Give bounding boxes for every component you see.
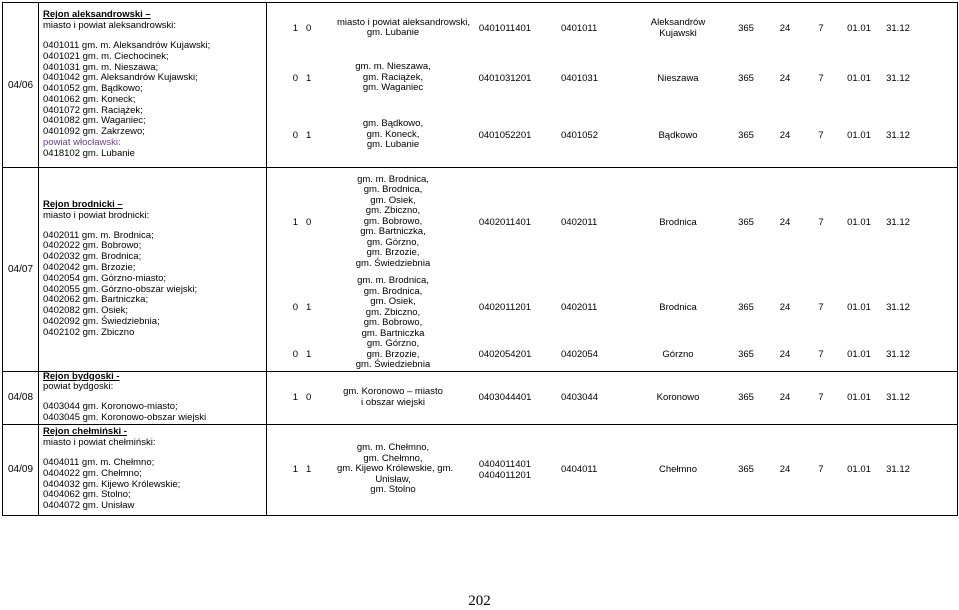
entry-city: Koronowo bbox=[656, 392, 700, 404]
commune-line: 0402082 gm. Osiek; bbox=[43, 305, 129, 317]
entry-number-full bbox=[449, 168, 561, 276]
entry-date-to: 31.12 bbox=[886, 129, 910, 141]
commune-line: 0401031 gm. m. Nieszawa; bbox=[43, 61, 159, 73]
region-description bbox=[39, 371, 267, 424]
entry-days: 365 bbox=[738, 129, 754, 141]
region-description bbox=[39, 168, 267, 372]
region-code: 04/06 bbox=[3, 3, 39, 168]
entry-pad bbox=[917, 168, 958, 276]
entry-number-full bbox=[449, 103, 561, 167]
entry-date-from: 01.01 bbox=[847, 216, 871, 228]
commune-line: 0402032 gm. Brodnica; bbox=[43, 251, 142, 263]
entry-date-to: 31.12 bbox=[886, 72, 910, 84]
entry-commune-line: gm. Bartniczka bbox=[361, 327, 425, 339]
entry-commune-line: gm. Brzozie, bbox=[366, 247, 420, 259]
entries-cell bbox=[267, 3, 958, 168]
entry-number-full-value: 0402011201 bbox=[478, 302, 532, 313]
entry-communes bbox=[337, 168, 449, 276]
entry-flags: 0 1 bbox=[292, 129, 312, 141]
entry-communes bbox=[337, 425, 454, 515]
entry-flags: 1 0 bbox=[292, 392, 312, 404]
entry-flags: 1 1 bbox=[292, 464, 312, 476]
entry-date-to: 31.12 bbox=[886, 392, 910, 404]
entry-number-full-value-2: 0404011201 bbox=[478, 469, 532, 481]
entry-days: 365 bbox=[738, 392, 754, 404]
entry-commune-line: gm. Bądkowo, bbox=[362, 118, 424, 130]
entry-communes bbox=[337, 276, 449, 339]
commune-line: 0403045 gm. Koronowo-obszar wiejski bbox=[43, 411, 207, 423]
entry-flags: 0 1 bbox=[292, 349, 312, 361]
region-code: 04/08 bbox=[3, 371, 39, 424]
entry-hours: 24 bbox=[779, 72, 791, 84]
table-row bbox=[3, 168, 958, 372]
entries-table bbox=[267, 168, 958, 371]
entry-commune-line: gm. m. Nieszawa, bbox=[355, 61, 431, 73]
entry-teryt: 0401031 bbox=[561, 72, 598, 84]
entry-days: 365 bbox=[738, 216, 754, 228]
entry-city: Bądkowo bbox=[658, 129, 698, 141]
entry-commune-line: gm. Brodnica, bbox=[363, 285, 423, 297]
entry-commune-line: gm. Brzozie, bbox=[366, 348, 420, 360]
entry-number-full bbox=[449, 374, 561, 422]
commune-line: 0401062 gm. Koneck; bbox=[43, 93, 136, 105]
entry-communes bbox=[337, 103, 449, 167]
entry-hours: 24 bbox=[779, 392, 791, 404]
entry-date-from: 01.01 bbox=[847, 22, 871, 34]
entries-table bbox=[267, 425, 958, 515]
entry-commune-line: gm. Osiek, bbox=[370, 194, 416, 206]
entry-teryt: 0402011 bbox=[561, 216, 598, 228]
entry-number-full-value: 0403044401 bbox=[478, 392, 532, 404]
entry-date-to: 31.12 bbox=[886, 464, 910, 476]
commune-line: 0401052 gm. Bądkowo; bbox=[43, 83, 143, 95]
entry-commune-line: gm. Świedziebnia bbox=[355, 257, 431, 269]
region-description bbox=[39, 3, 267, 168]
entry-days: 365 bbox=[738, 22, 754, 34]
entry-city: Chełmno bbox=[658, 464, 698, 476]
commune-line: 0401092 gm. Zakrzewo; bbox=[43, 126, 145, 138]
entry-communes bbox=[337, 3, 471, 53]
entry-days: 365 bbox=[738, 464, 754, 476]
entry-number-full-value: 0402011401 bbox=[478, 216, 532, 228]
commune-line: 0404072 gm. Unisław bbox=[43, 500, 135, 512]
region-code: 04/09 bbox=[3, 424, 39, 515]
entry-commune-line: gm. Górzno, bbox=[366, 236, 420, 248]
region-subtitle: miasto i powiat brodnicki: bbox=[43, 209, 150, 221]
table-row bbox=[3, 3, 958, 168]
entry-commune-line: gm. Zbiczno, bbox=[365, 306, 421, 318]
entry-date-to: 31.12 bbox=[886, 216, 910, 228]
entry-date-from: 01.01 bbox=[847, 129, 871, 141]
entry-row bbox=[267, 3, 958, 53]
entry-weekdays: 7 bbox=[818, 216, 824, 228]
entry-number-full-value: 0404011401 bbox=[478, 458, 532, 470]
region-subtitle-2: powiat włocławski: bbox=[43, 137, 121, 149]
entry-date-from: 01.01 bbox=[847, 72, 871, 84]
entry-commune-line: gm. Raciążek, bbox=[362, 71, 424, 83]
entry-days: 365 bbox=[738, 72, 754, 84]
entry-commune-line: gm. Kijewo Królewskie, gm. bbox=[337, 463, 454, 475]
entry-row bbox=[267, 276, 958, 339]
entry-teryt: 0402054 bbox=[561, 349, 598, 361]
entry-weekdays: 7 bbox=[818, 302, 824, 313]
entry-city: Aleksandrów Kujawski bbox=[650, 17, 706, 39]
entry-commune-line: gm. Bartniczka, bbox=[360, 226, 426, 238]
entry-number-full bbox=[449, 276, 561, 339]
entry-commune-line: gm. Zbiczno, bbox=[365, 205, 421, 217]
entry-pad bbox=[917, 53, 958, 103]
commune-line: 0402062 gm. Bartniczka; bbox=[43, 294, 149, 306]
commune-line: 0402055 gm. Górzno-obszar wiejski; bbox=[43, 283, 198, 295]
entry-row bbox=[267, 425, 958, 515]
entry-number-full bbox=[449, 3, 561, 53]
entry-hours: 24 bbox=[779, 216, 791, 228]
entry-commune-line: Unisław, bbox=[375, 473, 411, 485]
entry-flags: 0 1 bbox=[292, 302, 312, 313]
region-subtitle: powiat bydgoski: bbox=[43, 381, 114, 393]
region-title: Rejon chełmiński - bbox=[43, 426, 127, 438]
entry-row bbox=[267, 53, 958, 103]
entry-date-from: 01.01 bbox=[847, 302, 871, 313]
entry-weekdays: 7 bbox=[818, 464, 824, 476]
entry-commune-line: gm. Chełmno, bbox=[363, 452, 423, 464]
region-subtitle: miasto i powiat aleksandrowski: bbox=[43, 20, 177, 32]
entry-pad bbox=[917, 374, 958, 422]
entry-commune-line: gm. Lubanie bbox=[366, 27, 420, 38]
entry-commune-line: i obszar wiejski bbox=[361, 396, 425, 408]
page-number: 202 bbox=[468, 593, 491, 609]
entry-weekdays: 7 bbox=[818, 72, 824, 84]
commune-line: 0402102 gm. Zbiczno bbox=[43, 326, 135, 338]
entry-pad bbox=[917, 103, 958, 167]
entry-city: Brodnica bbox=[659, 302, 697, 313]
entry-number-full-value: 0402054201 bbox=[478, 349, 532, 361]
entry-teryt: 0402011 bbox=[561, 302, 598, 313]
entry-date-to: 31.12 bbox=[886, 22, 910, 34]
commune-line: 0402054 gm. Górzno-miasto; bbox=[43, 272, 167, 284]
commune-line: 0403044 gm. Koronowo-miasto; bbox=[43, 401, 178, 413]
commune-line: 0404022 gm. Chełmno; bbox=[43, 467, 142, 479]
entry-weekdays: 7 bbox=[818, 392, 824, 404]
entry-teryt: 0401052 bbox=[561, 129, 598, 141]
table-row bbox=[3, 424, 958, 515]
entry-city: Nieszawa bbox=[657, 72, 699, 84]
entry-date-to: 31.12 bbox=[886, 349, 910, 361]
entry-hours: 24 bbox=[779, 302, 791, 313]
entry-commune-line: gm. Waganiec bbox=[362, 82, 424, 94]
entries-table bbox=[267, 374, 958, 422]
entry-flags: 0 1 bbox=[292, 72, 312, 84]
entry-row bbox=[267, 374, 958, 422]
entry-communes bbox=[337, 339, 449, 371]
entry-pad bbox=[917, 425, 958, 515]
entry-days: 365 bbox=[738, 302, 754, 313]
entry-commune-line: gm. m. Chełmno, bbox=[356, 442, 430, 454]
entry-number-full bbox=[449, 339, 561, 371]
entry-hours: 24 bbox=[779, 349, 791, 361]
entry-weekdays: 7 bbox=[818, 349, 824, 361]
entry-weekdays: 7 bbox=[818, 22, 824, 34]
districts-table bbox=[2, 2, 958, 516]
entry-commune-line: gm. Koneck, bbox=[366, 128, 420, 140]
entry-pad bbox=[917, 339, 958, 371]
entry-flags: 1 0 bbox=[292, 22, 312, 34]
entry-pad bbox=[917, 3, 958, 53]
entries-cell bbox=[267, 371, 958, 424]
commune-line: 0418102 gm. Lubanie bbox=[43, 147, 135, 159]
entry-date-from: 01.01 bbox=[847, 464, 871, 476]
entry-teryt: 0401011 bbox=[561, 22, 598, 34]
entry-flags: 1 0 bbox=[292, 216, 312, 228]
entry-communes bbox=[337, 374, 449, 422]
entry-commune-line: miasto i powiat aleksandrowski, bbox=[337, 16, 471, 28]
entry-commune-line: gm. Brodnica, bbox=[363, 184, 423, 196]
entry-commune-line: gm. m. Brodnica, bbox=[357, 173, 429, 185]
entries-table bbox=[267, 3, 958, 167]
entry-teryt: 0403044 bbox=[561, 392, 598, 404]
commune-line: 0404011 gm. m. Chełmno; bbox=[43, 456, 155, 468]
entry-number-full bbox=[449, 53, 561, 103]
entry-commune-line: gm. Bobrowo, bbox=[363, 317, 423, 328]
commune-line: 0401072 gm. Raciążek; bbox=[43, 104, 143, 116]
commune-line: 0402022 gm. Bobrowo; bbox=[43, 240, 142, 252]
entry-hours: 24 bbox=[779, 22, 791, 34]
entry-commune-line: gm. Górzno, bbox=[366, 338, 420, 349]
table-row bbox=[3, 371, 958, 424]
entry-row bbox=[267, 103, 958, 167]
entry-pad bbox=[917, 276, 958, 339]
region-description bbox=[39, 424, 267, 515]
entry-days: 365 bbox=[738, 349, 754, 361]
region-subtitle: miasto i powiat chełmiński: bbox=[43, 437, 156, 449]
entries-cell bbox=[267, 424, 958, 515]
entry-teryt: 0404011 bbox=[561, 464, 598, 476]
commune-line: 0401011 gm. m. Aleksandrów Kujawski; bbox=[43, 39, 211, 51]
entry-commune-line: gm. Koronowo – miasto bbox=[343, 386, 443, 398]
entry-number-full-value: 0401011401 bbox=[478, 22, 532, 34]
entry-date-to: 31.12 bbox=[886, 302, 910, 313]
commune-line: 0401042 gm. Aleksandrów Kujawski; bbox=[43, 72, 198, 84]
entry-city: Górzno bbox=[662, 349, 694, 361]
region-title: Rejon aleksandrowski – bbox=[43, 9, 151, 21]
entry-number-full-value: 0401031201 bbox=[478, 72, 532, 84]
commune-line: 0402092 gm. Świedziebnia; bbox=[43, 315, 160, 327]
entry-weekdays: 7 bbox=[818, 129, 824, 141]
entry-hours: 24 bbox=[779, 464, 791, 476]
entry-commune-line: gm. Lubanie bbox=[366, 139, 420, 151]
region-code: 04/07 bbox=[3, 168, 39, 372]
commune-line: 0404032 gm. Kijewo Królewskie; bbox=[43, 478, 181, 490]
entry-hours: 24 bbox=[779, 129, 791, 141]
entry-commune-line: gm. Świedziebnia bbox=[355, 359, 431, 370]
commune-line: 0404062 gm. Stolno; bbox=[43, 489, 131, 501]
entry-commune-line: gm. Stolno bbox=[370, 484, 416, 496]
commune-line: 0402011 gm. m. Brodnica; bbox=[43, 229, 154, 241]
entry-communes bbox=[337, 53, 449, 103]
entry-row bbox=[267, 168, 958, 276]
entry-number-full bbox=[449, 425, 561, 515]
entry-commune-line: gm. m. Brodnica, bbox=[357, 275, 429, 286]
entry-city: Brodnica bbox=[659, 216, 697, 228]
entry-commune-line: gm. Bobrowo, bbox=[363, 215, 423, 227]
entry-commune-line: gm. Osiek, bbox=[370, 296, 416, 307]
region-title: Rejon bydgoski - bbox=[43, 370, 120, 382]
region-title: Rejon brodnicki – bbox=[43, 198, 123, 210]
entries-cell bbox=[267, 168, 958, 372]
entry-date-from: 01.01 bbox=[847, 349, 871, 361]
entry-date-from: 01.01 bbox=[847, 392, 871, 404]
commune-line: 0402042 gm. Brzozie; bbox=[43, 261, 136, 273]
entry-number-full-value: 0401052201 bbox=[478, 129, 532, 141]
entry-row bbox=[267, 339, 958, 371]
commune-line: 0401021 gm. m. Ciechocinek; bbox=[43, 50, 169, 62]
commune-line: 0401082 gm. Waganiec; bbox=[43, 115, 146, 127]
